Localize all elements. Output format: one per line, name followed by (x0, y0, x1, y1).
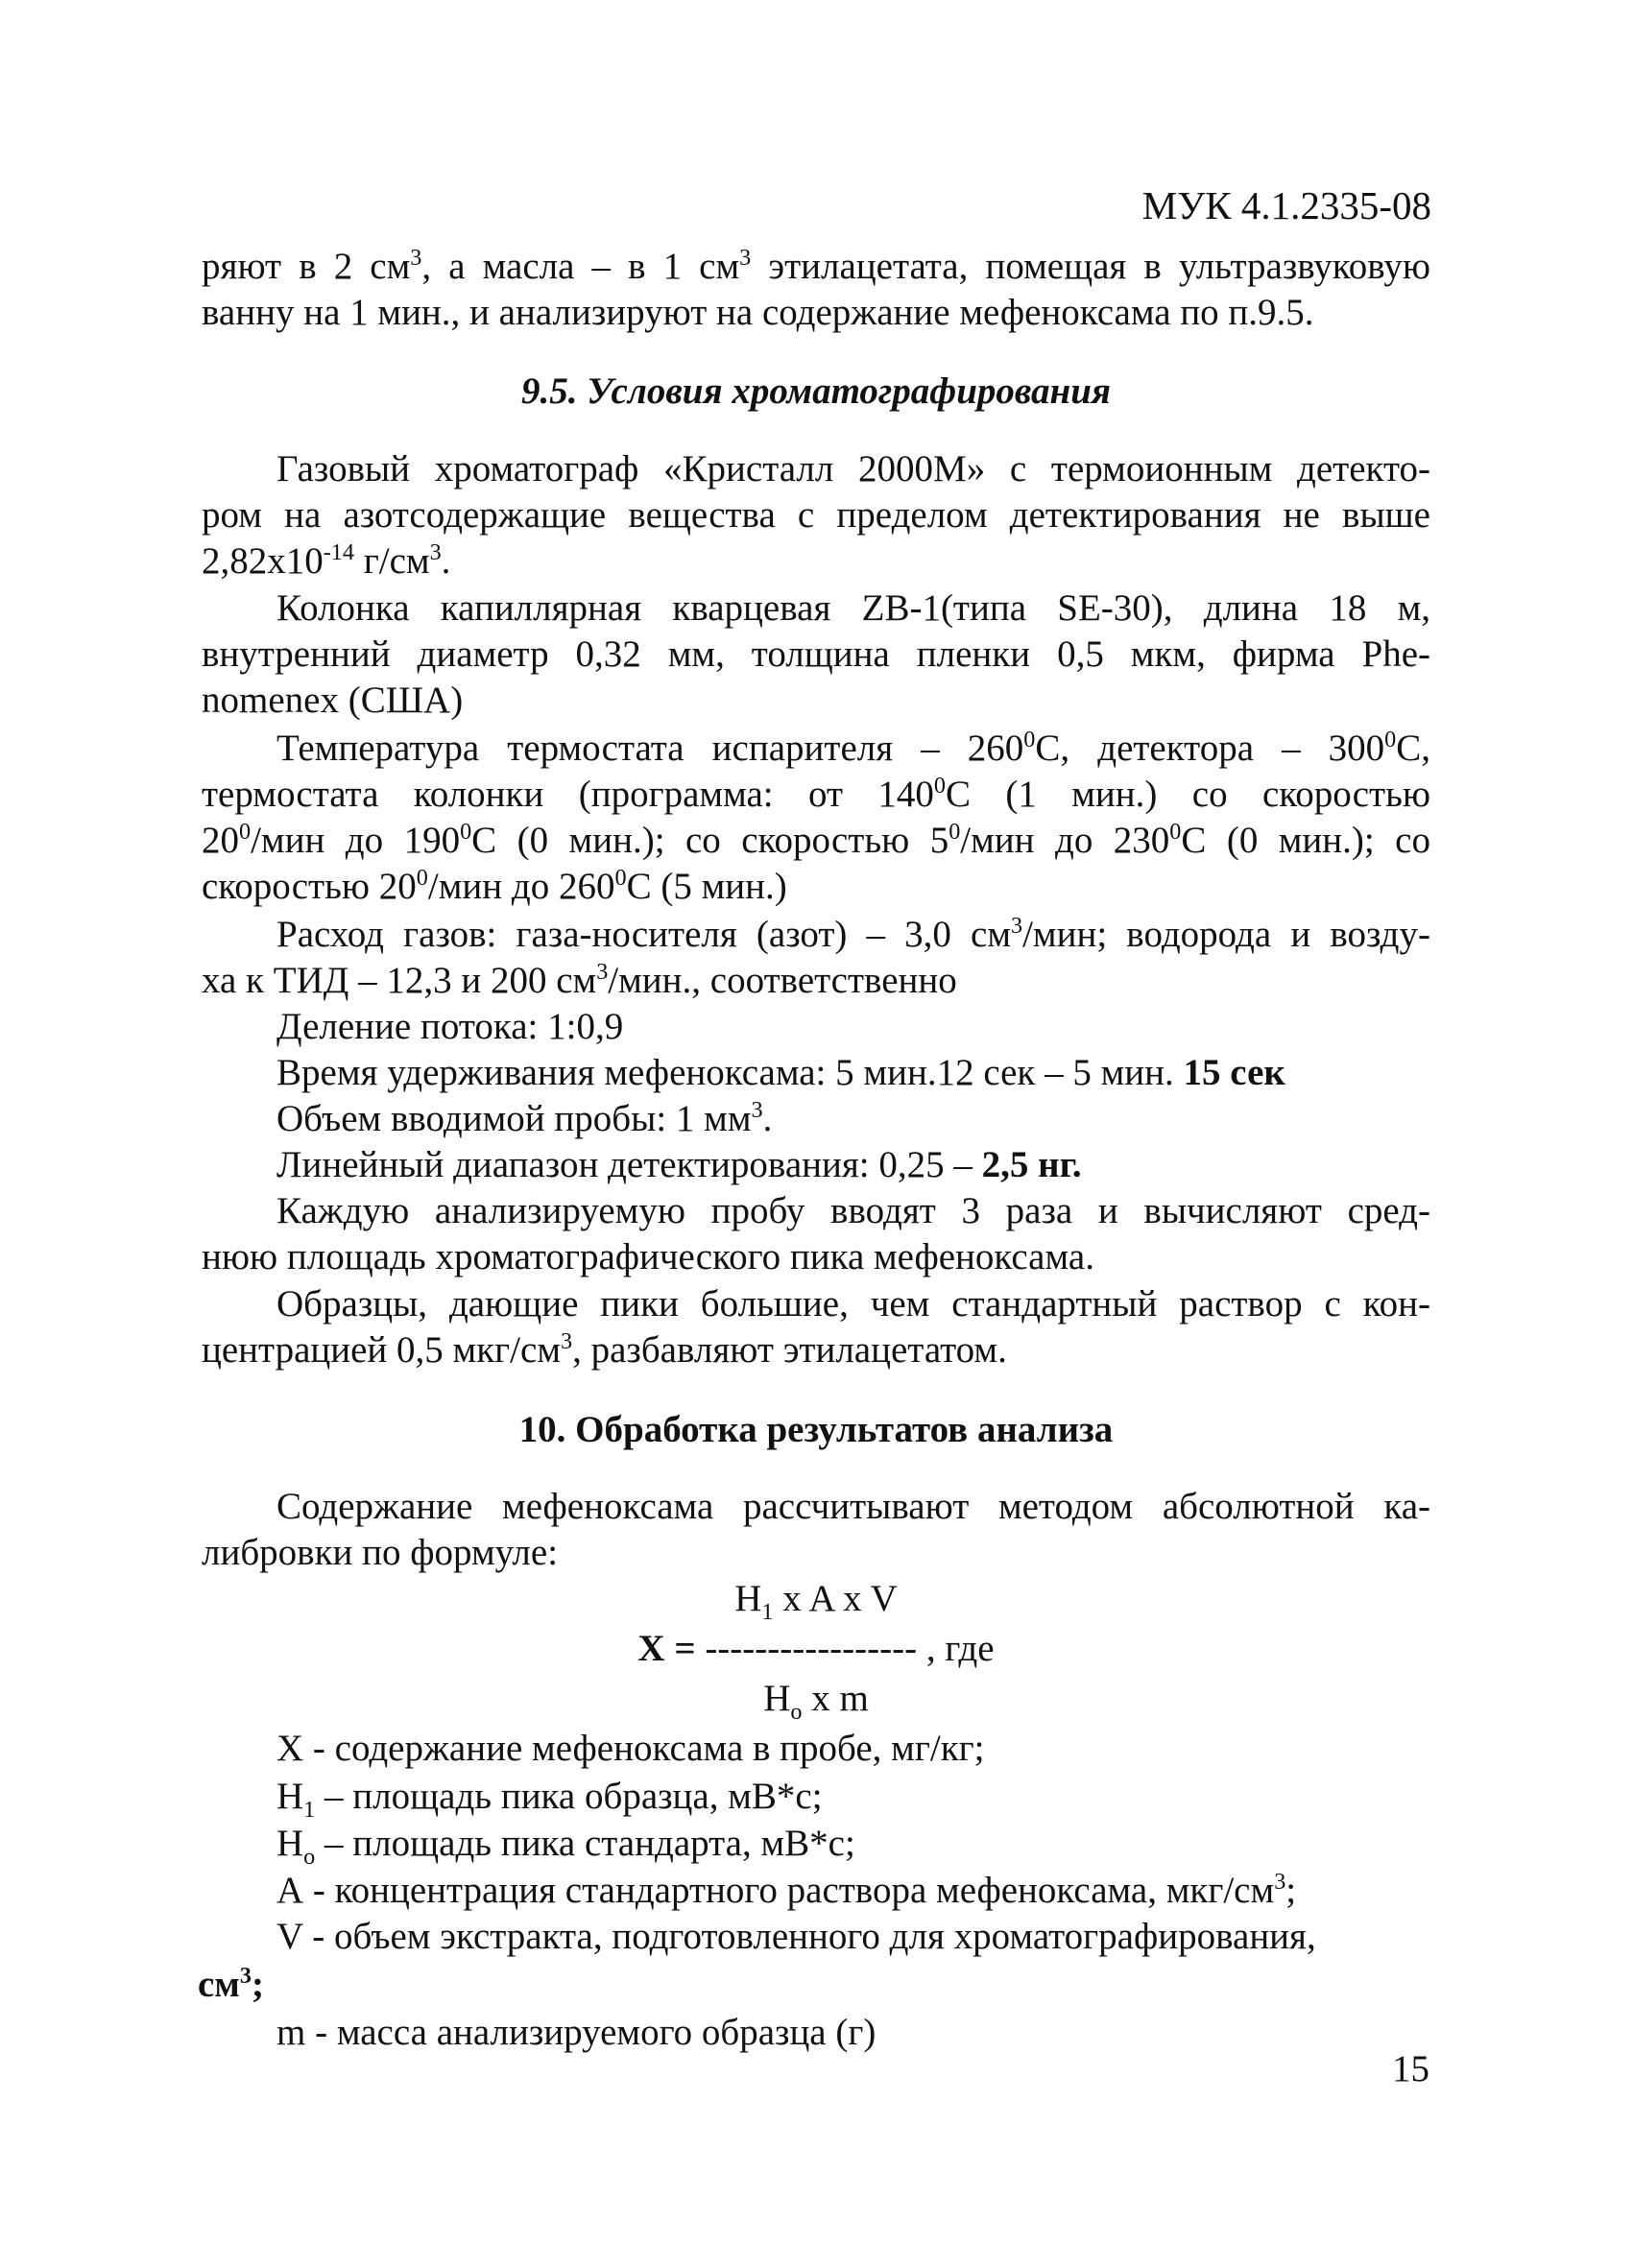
paragraph-line: Температура термостата испарителя – $260^0С$, детектора – $300^0С$, (276, 727, 1430, 769)
paragraph-line: Время удерживания мефеноксама: 5 мин.12 сек – 5 мин. 15 сек (276, 1052, 1285, 1093)
paragraph-line: нюю площадь хроматографического пика мефеноксама. (202, 1236, 1094, 1277)
paragraph-line: термостата колонки (программа: от $140^0С$ (1 мин.) со скоростью (202, 773, 1430, 815)
formula-main-line: X = ----------------- , где (637, 1628, 995, 1669)
paragraph-line: либровки по формуле: (202, 1532, 559, 1573)
paragraph-line: Содержание мефеноксама рассчитывают методом абсолютной ка- (276, 1486, 1430, 1527)
definition-x: X - содержание мефеноксама в пробе, мг/кг; (276, 1728, 985, 1769)
paragraph-line: Деление потока: 1:0,9 (276, 1006, 624, 1047)
paragraph-line: Каждую анализируемую пробу вводят 3 раза и вычисляют сред- (276, 1190, 1430, 1231)
paragraph-line: ванну на 1 мин., и анализируют на содержание мефеноксама по п.9.5. (202, 292, 1314, 333)
paragraph-line: ха к ТИД – 12,3 и 200 $см^3$/мин., соответственно (202, 959, 957, 1001)
section-heading-10: 10. Обработка результатов анализа (518, 1409, 1114, 1450)
definition-v: V - объем экстракта, подготовленного для хроматографирования, (276, 1916, 1316, 1957)
definition-h1: $H_1$ – площадь пика образца, мВ*с; (276, 1776, 823, 1823)
definition-h0: $H_o$ – площадь пика стандарта, мВ*с; (276, 1823, 855, 1870)
paragraph-line: nomenex (США) (202, 680, 464, 721)
paragraph-line: Образцы, дающие пики большие, чем стандартный раствор с кон- (276, 1283, 1430, 1325)
paragraph-line: Объем вводимой пробы: 1 $мм^3$. (276, 1097, 773, 1139)
formula-numerator: $H_1$ x A x V (734, 1578, 898, 1625)
definition-v-unit: $см^3$; (198, 1963, 264, 2005)
paragraph-line: $20^0$/мин до $190^0С$ (0 мин.); со скоростью $5^0$/мин до $230^0С$ (0 мин.); со (202, 819, 1430, 861)
paragraph-line: скоростью $20^0$/мин до $260^0С$ (5 мин.) (202, 865, 787, 907)
document-code: МУК 4.1.2335-08 (1141, 183, 1431, 227)
paragraph-line: Газовый хроматограф «Кристалл 2000М» с термоионным детекто- (276, 448, 1430, 489)
paragraph-line: ряют в 2 $см^3$, а масла – в 1 $см^3$ этилацетата, помещая в ультразвуковую (202, 245, 1430, 287)
paragraph-line: внутренний диаметр 0,32 мм, толщина пленки 0,5 мкм, фирма Phe- (202, 633, 1430, 675)
definition-m: m - масса анализируемого образца (г) (276, 2012, 877, 2053)
paragraph-line: Расход газов: газа-носителя (азот) – 3,0 $см^3$/мин; водорода и возду- (276, 913, 1430, 955)
section-heading-9-5: 9.5. Условия хроматографирования (521, 370, 1111, 412)
paragraph-line: ром на азотсодержащие вещества с пределом детектирования не выше (202, 494, 1430, 536)
paragraph-line: Колонка капиллярная кварцевая ZB-1(типа SE-30), длина 18 м, (276, 587, 1430, 629)
definition-a: А - концентрация стандартного раствора мефеноксама, мкг/$см^3$; (276, 1869, 1297, 1911)
formula-denominator: $H_o$ x m (763, 1678, 869, 1725)
page-number: 15 (1392, 2048, 1429, 2089)
paragraph-line: Линейный диапазон детектирования: 0,25 – 2,5 нг. (276, 1144, 1082, 1185)
paragraph-line: центрацией 0,5 мкг/$см^3$, разбавляют этилацетатом. (202, 1328, 1007, 1371)
paragraph-line: $2,82х10^{-14}$ $г/см^3$. (202, 539, 451, 582)
